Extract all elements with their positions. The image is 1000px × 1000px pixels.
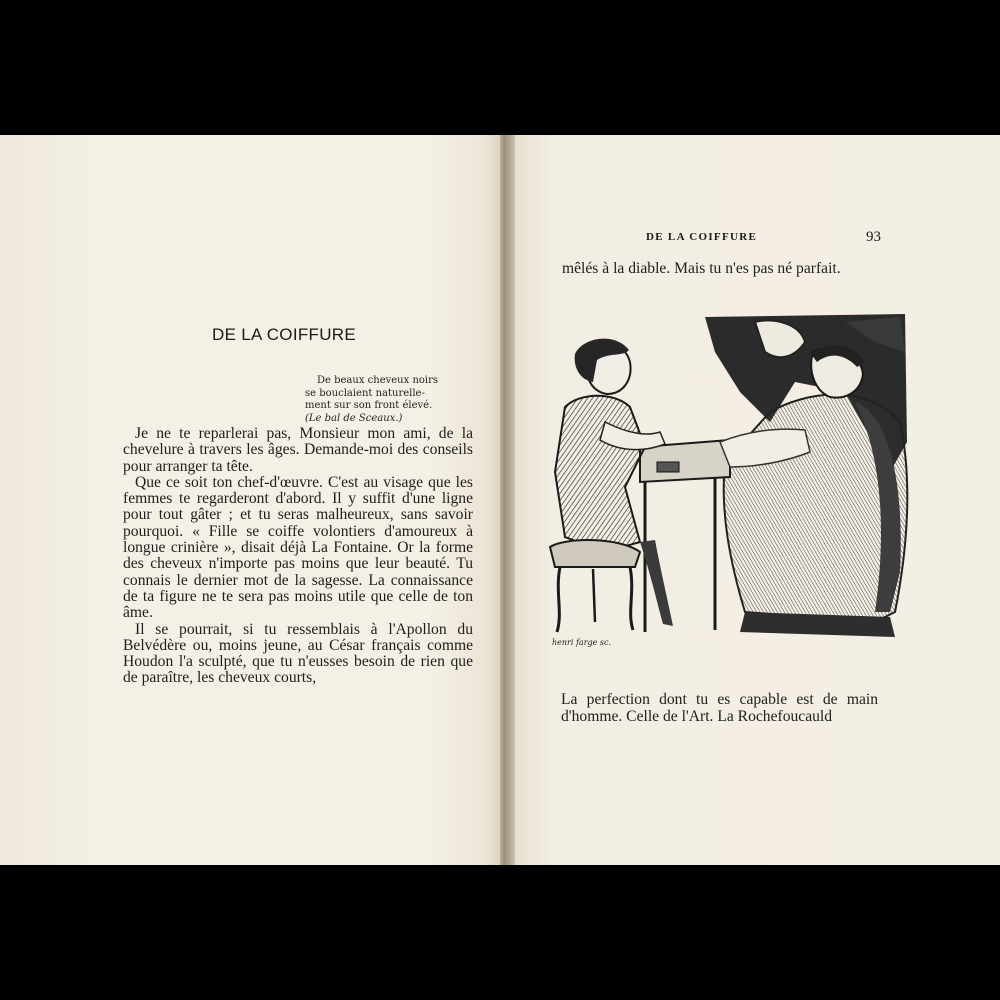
epigraph-line: ment sur son front élevé. [305, 400, 433, 411]
paragraph: Il se pourrait, si tu ressemblais à l'Apollon du Belvédère ou, moins jeune, au César français comme Houdon l'a sculpté, que tu n'eusses besoin de rien que de paraître, les cheveux courts, [123, 620, 473, 687]
artist-signature: henri farge sc. [552, 638, 612, 647]
book-spread [0, 135, 1000, 865]
epigraph [305, 375, 469, 425]
paragraph: Je ne te reparlerai pas, Monsieur mon ami, de la chevelure à travers les âges. Demande-moi des conseils pour arranger ta tête. [123, 425, 473, 475]
engraving-illustration [545, 312, 915, 642]
epigraph-source: (Le bal de Sceaux.) [305, 412, 403, 424]
left-body-text [123, 426, 473, 687]
right-bottom-text [561, 692, 878, 725]
page-number: 93 [866, 229, 881, 245]
chapter-title: DE LA COIFFURE [212, 325, 357, 344]
running-head: DE LA COIFFURE [646, 231, 758, 243]
paragraph: Que ce soit ton chef-d'œuvre. C'est au visage que les femmes te regarderont d'abord. Il y suffit d'une ligne pour tout gâter ; et tu seras malheureux, sans savoir pourquoi. « Fille se coiffe volontiers d'amoureux à longue crinière », disait déjà La Fontaine. Or la forme des cheveux n'importe pas moins que leur beauté. Tu connais le dernier mot de la sagesse. La connaissance de ta figure ne te sera pas moins utile que celle de ton âme. [123, 473, 473, 622]
right-top-line: mêlés à la diable. Mais tu n'es pas né parfait. [562, 260, 841, 277]
left-page [0, 135, 505, 865]
epigraph-line: se bouclaient naturelle- [305, 387, 425, 399]
epigraph-line: De beaux cheveux noirs [317, 375, 439, 386]
paragraph: La perfection dont tu es capable est de main d'homme. Celle de l'Art. La Rochefoucauld [561, 691, 878, 725]
